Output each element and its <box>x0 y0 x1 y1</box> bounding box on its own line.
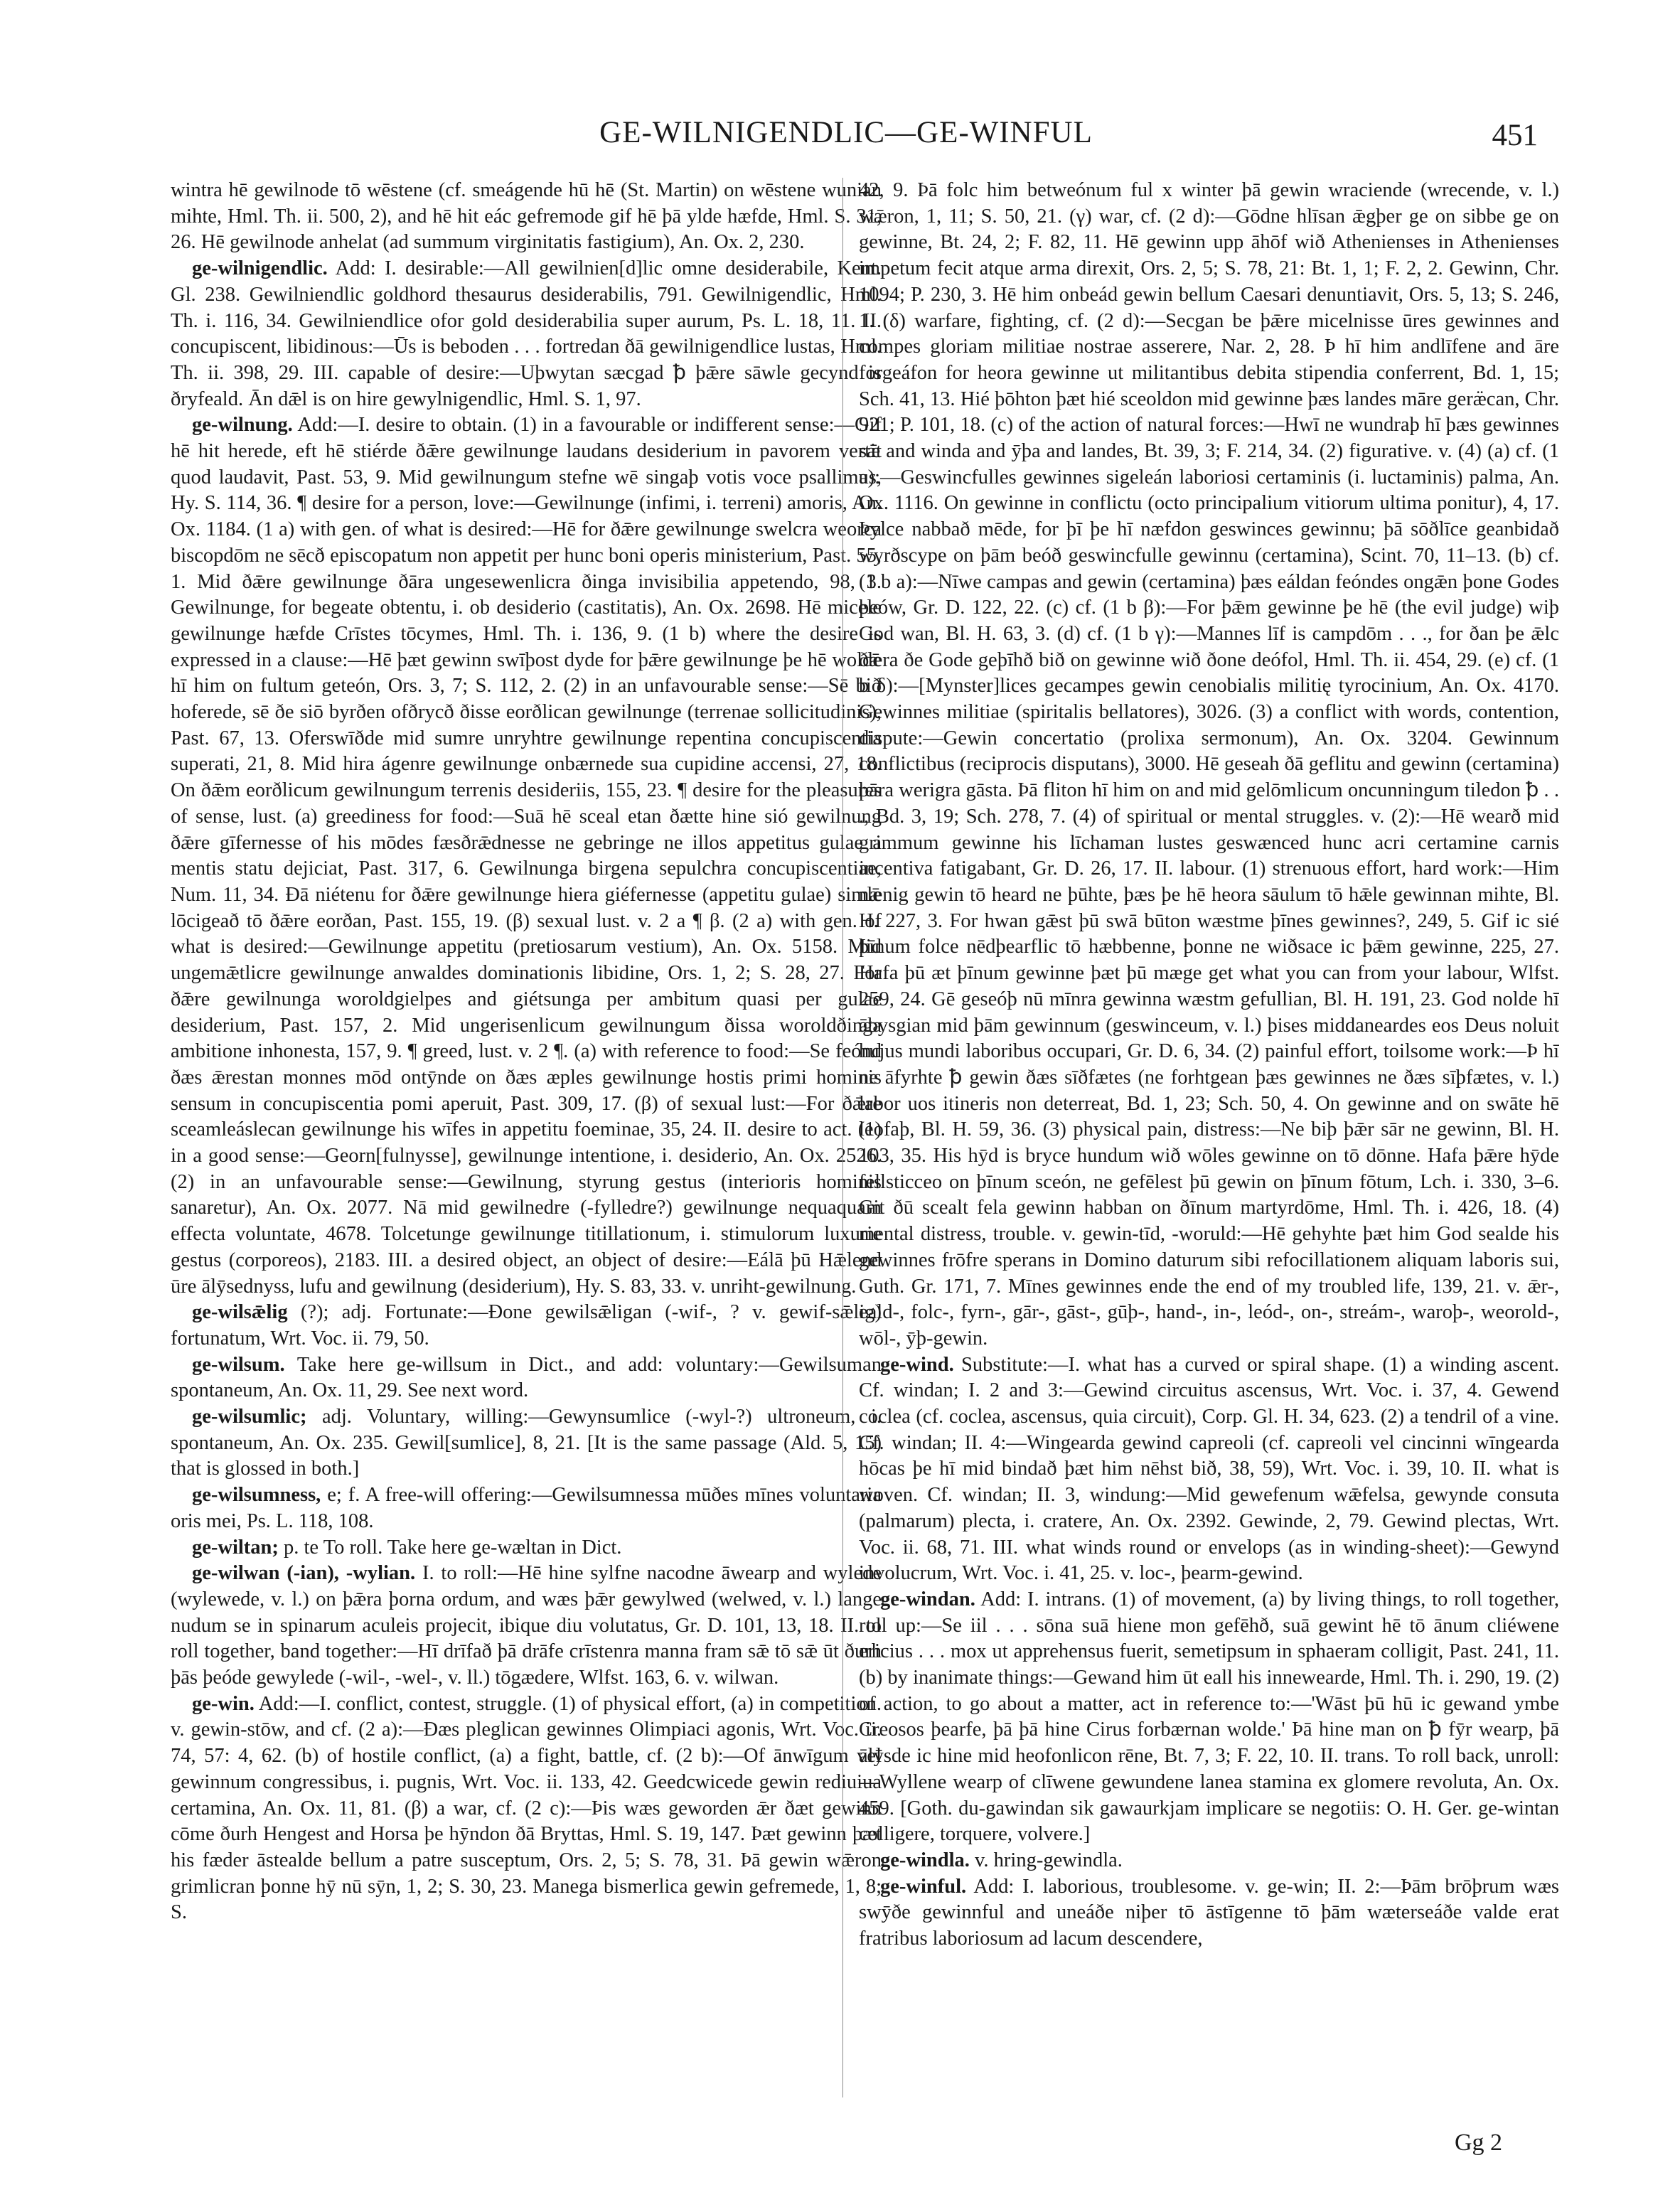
entry-headword: ge-wind. <box>880 1353 954 1376</box>
dictionary-entry <box>859 1587 1559 1848</box>
entry-headword: ge-wilwan (-ian), -wylian. <box>192 1562 416 1585</box>
entry-headword: ge-windla. <box>880 1849 970 1871</box>
entry-text: v. hring-gewindla. <box>969 1849 1123 1871</box>
page-number: 451 <box>1492 119 1538 152</box>
entry-text: Add:—I. conflict, contest, struggle. (1) of physical effort, (a) in competition. v. gewin-stōw, and cf. (2 a):—Ðæs pleglican gewinnes Olimpiaci agonis, Wrt. Voc. ii. 74, 57: 4, 62. (b) of hostile conflict, (a) a fight, battle, cf. (2 b):—Of ānwīgum vel gewinnum congressibus, i. pugnis, Wrt. Voc. ii. 133, 42. Geedcwicede gewin rediuiua certamina, An. Ox. 11, 81. (β) a war, cf. (2 c):—Þis wæs geworden ǣr ðæt gewinn cōme ðurh Hengest and Horsa þe hȳndon ðā Bryttas, Hml. S. 19, 147. Þæt gewinn þæt his fæder āstealde bellum a patre susceptum, Ors. 2, 5; S. 78, 31. Þā gewin wǣron grimlicran þonne hȳ nū sȳn, 1, 2; S. 30, 23. Manega bismerlica gewin gefremede, 1, 8; S. <box>171 1692 882 1924</box>
entry-text: (?); adj. Fortunate:—Ðone gewilsǣligan (-wif-, ? v. gewif-sǣlig) fortunatum, Wrt. Voc. ii. 79, 50. <box>171 1301 882 1349</box>
dictionary-entry <box>171 1300 882 1352</box>
entry-text: Add: I. intrans. (1) of movement, (a) by living things, to roll together, roll up:—Se iil . . . sōna suā hiene mon gefēhð, suā gewint hē tō ānum cliéwene ericius . . . mox ut apprehensus fuerit, semetipsum in sphaeram colligit, Past. 241, 11. (b) by inanimate things:—Gewand him ūt eall his innewearde, Hml. Th. i. 290, 19. (2) of action, to go about a matter, act in reference to:—'Wāst þū hū ic gewand ymbe Creosos þearfe, þā þā hine Cirus forbærnan wolde.' Þā hine man on ꝥ fȳr wearp, þā ālȳsde ic hine mid heofonlicon rēne, Bt. 7, 3; F. 22, 10. II. trans. To roll back, unroll:—Wyllene wearp of clīwene gewundene lanea stamina ex glomere revoluta, An. Ox. 459. [Goth. du-gawindan sik gawaurkjam implicare se negotiis: O. H. Ger. ge-wintan colligere, torquere, volvere.] <box>859 1588 1559 1846</box>
entry-text: Add: I. desirable:—All gewilnien[d]lic omne desiderabile, Kent. Gl. 238. Gewilniendlic goldhord thesaurus desiderabilis, 791. Gewilnigendlic, Hml. Th. i. 116, 34. Gewilniendlice ofor gold desiderabilia super aurum, Ps. L. 18, 11. II. concupiscent, libidinous:—Ūs is beboden . . . fortredan ðā gewilnigendlice lustas, Hml. Th. ii. 398, 29. III. capable of desire:—Uþwytan sæcgad ꝥ þǣre sāwle gecynd is ðryfeald. Ān dǣl is on hire gewylnigendlic, Hml. S. 1, 97. <box>171 257 882 410</box>
entry-text: adj. Voluntary, willing:—Gewynsumlice (-wyl-?) ultroneum, i. spontaneum, An. Ox. 235. Gewil[sumlice], 8, 21. [It is the same passage (Ald. 5, 15) that is glossed in both.] <box>171 1406 882 1480</box>
dictionary-entry <box>859 1874 1559 1952</box>
entry-headword: ge-wiltan; <box>192 1536 279 1559</box>
entry-headword: ge-wilsǣlig <box>192 1301 288 1324</box>
dictionary-entry <box>171 1352 882 1404</box>
entry-headword: ge-wilnigendlic. <box>192 257 328 280</box>
dictionary-entry <box>859 1352 1559 1587</box>
dictionary-entry <box>171 1404 882 1482</box>
entry-text: Substitute:—I. what has a curved or spiral shape. (1) a winding ascent. Cf. windan; I. 2 and 3:—Gewind circuitus ascensus, Wrt. Voc. i. 37, 4. Gewend coclea (cf. coclea, ascensus, quia circuit), Corp. Gl. H. 34, 623. (2) a tendril of a vine. Cf. windan; II. 4:—Wingearda gewind capreoli (cf. capreoli vel cincinni wīngearda hōcas þe hī mid bindað þæt him nēhst bið, 38, 59), Wrt. Voc. i. 39, 10. II. what is woven. Cf. windan; II. 3, windung:—Mid gewefenum wǣfelsa, gewynde consuta (palmarum) plecta, i. cratere, An. Ox. 2392. Gewinde, 2, 79. Gewind plectas, Wrt. Voc. ii. 68, 71. III. what winds round or envelops (as in winding-sheet):—Gewynd involucrum, Wrt. Voc. i. 41, 25. v. loc-, þearm-gewind. <box>859 1353 1559 1585</box>
right-column <box>842 178 1559 2097</box>
entry-headword: ge-wilnung. <box>192 414 293 437</box>
entry-text: Add: I. laborious, troublesome. v. ge-win; II. 2:—Þām brōþrum wæs swȳðe gewinnful and uneáðe niþer tō āstīgenne tō þām wæterseáðe valde erat fratribus laboriosum ad lacum descendere, <box>859 1875 1559 1950</box>
entry-headword: ge-winful. <box>880 1875 967 1898</box>
signature-mark: Gg 2 <box>1454 2129 1502 2156</box>
dictionary-entry <box>171 178 882 256</box>
entry-headword: ge-windan. <box>880 1588 975 1610</box>
dictionary-entry <box>171 1482 882 1534</box>
dictionary-entry <box>171 1561 882 1691</box>
entry-text: Add:—I. desire to obtain. (1) in a favourable or indifferent sense:—Gif hē hit herede, eft hē stiérde ðǣre gewilnunge laudans desiderium in pavorem vertit quod laudavit, Past. 53, 9. Mid gewilnungum stefne wē singaþ votis voce psallimus, Hy. S. 114, 36. ¶ desire for a person, love:—Gewilnunge (infimi, i. terreni) amoris, An. Ox. 1184. (1 a) with gen. of what is desired:—Hē for ðǣre gewilnunge swelcra weorca biscopdōm ne sēcð episcopatum non appetit per hunc boni operis ministerium, Past. 55, 1. Mid ðǣre gewilnunge ðāra ungesewenlicra ðinga invisibilia appetendo, 98, 3. Gewilnunge, for begeate obtentu, i. ob desiderio (castitatis), An. Ox. 2698. Hē micele gewilnunge hæfde Crīstes tōcymes, Hml. Th. i. 136, 9. (1 b) where the desire is expressed in a clause:—Hē þæt gewinn swīþost dyde for þǣre gewilnunge þe hē wolde hī him on fultum geteón, Ors. 3, 7; S. 112, 2. (2) in an unfavourable sense:—Sē bið hoferede, sē ðe siō byrðen ofðrycð ðisse eorðlican gewilnunge (terrenae sollicitudinis), Past. 67, 13. Oferswīðde mid sumre unryhtre gewilnunge repentina concupiscentia superati, 21, 8. Mid hira ágenre gewilnunge onbærnede sua cupidine accensi, 27, 18. On ðǣm eorðlicum gewilnungum terrenis desideriis, 155, 23. ¶ desire for the pleasures of sense, lust. (a) greediness for food:—Suā hē sceal etan ðætte hine sió gewilnung ðǣre gīfernesse of his mōdes fæsðrǣdnesse ne gebringe ne illos appetitus gulae a mentis statu dejiciat, Past. 317, 6. Gewilnunga birgena sepulchra concupiscentiae, Num. 11, 34. Ðā niétenu for ðǣre gewilnunge hiera giéfernesse (appetitu gulae) simle lōcigeað tō ðǣre eorðan, Past. 155, 19. (β) sexual lust. v. 2 a ¶ β. (2 a) with gen. of what is desired:—Gewilnunge appetitu (pretiosarum vestium), An. Ox. 5158. Mid ungemǣtlicre gewilnunge anwaldes dominationis libidine, Ors. 1, 2; S. 28, 27. For ðǣre gewilnunga woroldgielpes and giétsunga per ambitum quasi per gulae desiderium, Past. 157, 2. Mid ungerisenlicum gewilnungum ðissa woroldðinga ambitione inhonesta, 157, 9. ¶ greed, lust. v. 2 ¶. (a) with reference to food:—Se feónd ðæs ǣrestan monnes mōd ontȳnde on ðæs æples gewilnunge hostis primi hominis sensum in concupiscentia pomi aperuit, Past. 309, 17. (β) of sexual lust:—For ðǣre sceamleáslecan gewilnunge his wīfes in appetitu foeminae, 35, 24. II. desire to act. (1) in a good sense:—Georn[fulnysse], gewilnunge intentione, i. desiderio, An. Ox. 2526. (2) in an unfavourable sense:—Gewilnung, styrung gestus (interioris hominis sanaretur), An. Ox. 2077. Nā mid gewilnedre (-fylledre?) gewilnunge nequaquam effecta voluntate, 4678. Tolcetunge gewilnunge titillationum, i. stimulorum luxurie gestus (corporeos), 2183. III. a desired object, an object of desire:—Eálā þū Hǣlend ūre ālȳsednyss, lufu and gewilnung (desiderium), Hy. S. 83, 33. v. unriht-gewilnung. <box>171 414 882 1298</box>
dictionary-entry <box>859 178 1559 1352</box>
entry-headword: ge-win. <box>192 1692 255 1715</box>
entry-headword: ge-wilsumlic; <box>192 1406 307 1428</box>
entry-text: e; f. A free-will offering:—Gewilsumnessa mūðes mīnes voluntaria oris mei, Ps. L. 118, 108. <box>171 1484 882 1532</box>
entry-text: I. to roll:—Hē hine sylfne nacodne āwearp and wylede (wylewede, v. l.) on þǣra þorna ordum, and wæs þǣr gewylwed (welwed, v. l.) lange nudum se in spinarum aculeis projecit, ibique diu volutatus, Gr. D. 101, 13, 18. II. to roll together, band together:—Hī drīfað þā drāfe crīstenra manna fram sǣ tō sǣ ūt ðurh þās þeóde gewylede (-wil-, -wel-, v. ll.) tōgædere, Wlfst. 163, 6. v. wilwan. <box>171 1562 882 1689</box>
dictionary-entry <box>171 256 882 412</box>
entry-text: p. te To roll. Take here ge-wæltan in Dict. <box>278 1536 622 1559</box>
entry-text: 42, 9. Þā folc him betweónum ful x winter þā gewin wraciende (wrecende, v. l.) wǣron, 1, 11; S. 50, 21. (γ) war, cf. (2 d):—Gōdne hlīsan ǣgþer ge on sibbe ge on gewinne, Bt. 24, 2; F. 82, 11. Hē gewinn upp āhōf wið Athenienses in Athenienses impetum fecit atque arma direxit, Ors. 2, 5; S. 78, 21: Bt. 1, 1; F. 2, 2. Gewinn, Chr. 1094; P. 230, 3. Hē him onbeád gewin bellum Caesari denuntiavit, Ors. 5, 13; S. 246, 1. (δ) warfare, fighting, cf. (2 d):—Secgan be þǣre micelnisse ūres gewinnes and compes gloriam militiae nostrae asserere, Nar. 2, 28. Þ hī him andlīfene and āre forgeáfon for heora gewinne ut militantibus debita stipendia conferrent, Bd. 1, 15; Sch. 41, 13. Hié þōhton þæt hié sceoldon mid gewinne þæs landes māre geræ̈can, Chr. 921; P. 101, 18. (c) of the action of natural forces:—Hwī ne wundraþ hī þæs gewinnes sǣ and winda and ȳþa and landes, Bt. 39, 3; F. 214, 34. (2) figurative. v. (4) (a) cf. (1 a):—Geswincfulles gewinnes sigeleán laboriosi certaminis (i. luctaminis) palma, An. Ox. 1116. On gewinne in conflictu (octo principalium vitiorum ultima ponitur), 4, 17. Þylce nabbað mēde, for þī þe hī næfdon geswinces gewinnu; þā sōðlīce geanbidað wyrðscype on þām beóð geswincfulle gewinnu (certamina), Scint. 70, 11–13. (b) cf. (1 b a):—Nīwe campas and gewin (certamina) þæs eáldan feóndes ongǣn þone Godes þeów, Gr. D. 122, 22. (c) cf. (1 b β):—For þǣm gewinne þe hē (the evil judge) wiþ God wan, Bl. H. 63, 3. (d) cf. (1 b γ):—Mannes līf is campdōm . . ., for ðan þe ǣlc ðǣra ðe Gode geþīhð bið on gewinne wið ðone deófol, Hml. Th. ii. 454, 29. (e) cf. (1 b δ):—[Mynster]lices gecampes gewin cenobialis militię tyrocinium, An. Ox. 4170. Gewinnes militiae (spiritalis bellatores), 3026. (3) a conflict with words, contention, dispute:—Gewin concertatio (prolixa sermonum), An. Ox. 3204. Gewinnum conflictibus (reciprocis disputans), 3000. Hē geseah ðā geflitu and gewinn (certamina) þāra werigra gāsta. Þā fliton hī him on and mid gelōmlicum oncunningum tiledon ꝥ . . ., Bd. 3, 19; Sch. 278, 7. (4) of spiritual or mental struggles. v. (2):—Hē wearð mid grimmum gewinne his līchaman lustes geswænced hunc acri certamine carnis incentiva fatigabant, Gr. D. 26, 17. II. labour. (1) strenuous effort, hard work:—Him nǣnig gewin tō heard ne þūhte, þæs þe hē heora sāulum tō hǣle gewinnan mihte, Bl. H. 227, 3. For hwan gǣst þū swā būton wæstme þīnes gewinnes?, 249, 5. Gif ic sié þīnum folce nēdþearflic tō hæbbenne, þonne ne wiðsace ic þǣm gewinne, 225, 27. Hafa þū æt þīnum gewinne þæt þū mæge get what you can from your labour, Wlfst. 259, 24. Gē geseóþ nū mīnra gewinna wæstm gefullian, Bl. H. 191, 23. God nolde hī ābysgian mid þām gewinnum (geswinceum, v. l.) þises middaneardes eos Deus noluit hujus mundi laboribus occupari, Gr. D. 6, 34. (2) painful effort, toilsome work:—Þ hī ne āfyrhte ꝥ gewin ðæs sīðfætes (ne forhtgean þæs gewinnes ne ðæs sīþfætes, v. l.) labor uos itineris non deterreat, Bd. 1, 23; Sch. 50, 4. On gewinne and on swāte hē leofaþ, Bl. H. 59, 36. (3) physical pain, distress:—Ne biþ þǣr sār ne gewinn, Bl. H. 103, 35. His hȳd is bryce hundum wið wōles gewinne on tō dōnne. Hafa þǣre hȳde fellsticceo on þīnum sceón, ne gefēlest þū gewin on þīnum fōtum, Lch. i. 330, 3–6. Git ðū scealt fela gewinn habban on ðīnum martyrdōme, Hml. Th. i. 426, 18. (4) mental distress, trouble. v. gewin-tīd, -woruld:—Hē gehyhte þæt him God sealde his gewinnes frōfre sperans in Domino daturum sibi refocillationem aliquam laboris sui, Guth. Gr. 171, 7. Mīnes gewinnes ende the end of my troubled life, 139, 21. v. ǣr-, eald-, folc-, fyrn-, gār-, gāst-, gūþ-, hand-, in-, leód-, on-, streám-, waroþ-, weorold-, wōl-, ȳþ-gewin. <box>859 179 1559 1349</box>
dictionary-entry <box>171 412 882 1300</box>
dictionary-entry <box>171 1535 882 1561</box>
running-title: GE-WILNIGENDLIC—GE-WINFUL <box>599 116 1093 149</box>
entry-headword: ge-wilsum. <box>192 1353 285 1376</box>
entry-text: Take here ge-willsum in Dict., and add: voluntary:—Gewilsuman spontaneum, An. Ox. 11, 29. See next word. <box>171 1353 882 1402</box>
dictionary-entry <box>171 1691 882 1926</box>
entry-headword: ge-wilsumness, <box>192 1484 321 1507</box>
entry-text: wintra hē gewilnode tō wēstene (cf. smeágende hū hē (St. Martin) on wēstene wunian mihte, Hml. Th. ii. 500, 2), and hē hit eác gefremode gif hē þā ylde hæfde, Hml. S. 31, 26. Hē gewilnode anhelat (ad summum virginitatis fastigium), An. Ox. 2, 230. <box>171 179 882 254</box>
dictionary-entry <box>859 1848 1559 1874</box>
left-column <box>171 178 882 2097</box>
